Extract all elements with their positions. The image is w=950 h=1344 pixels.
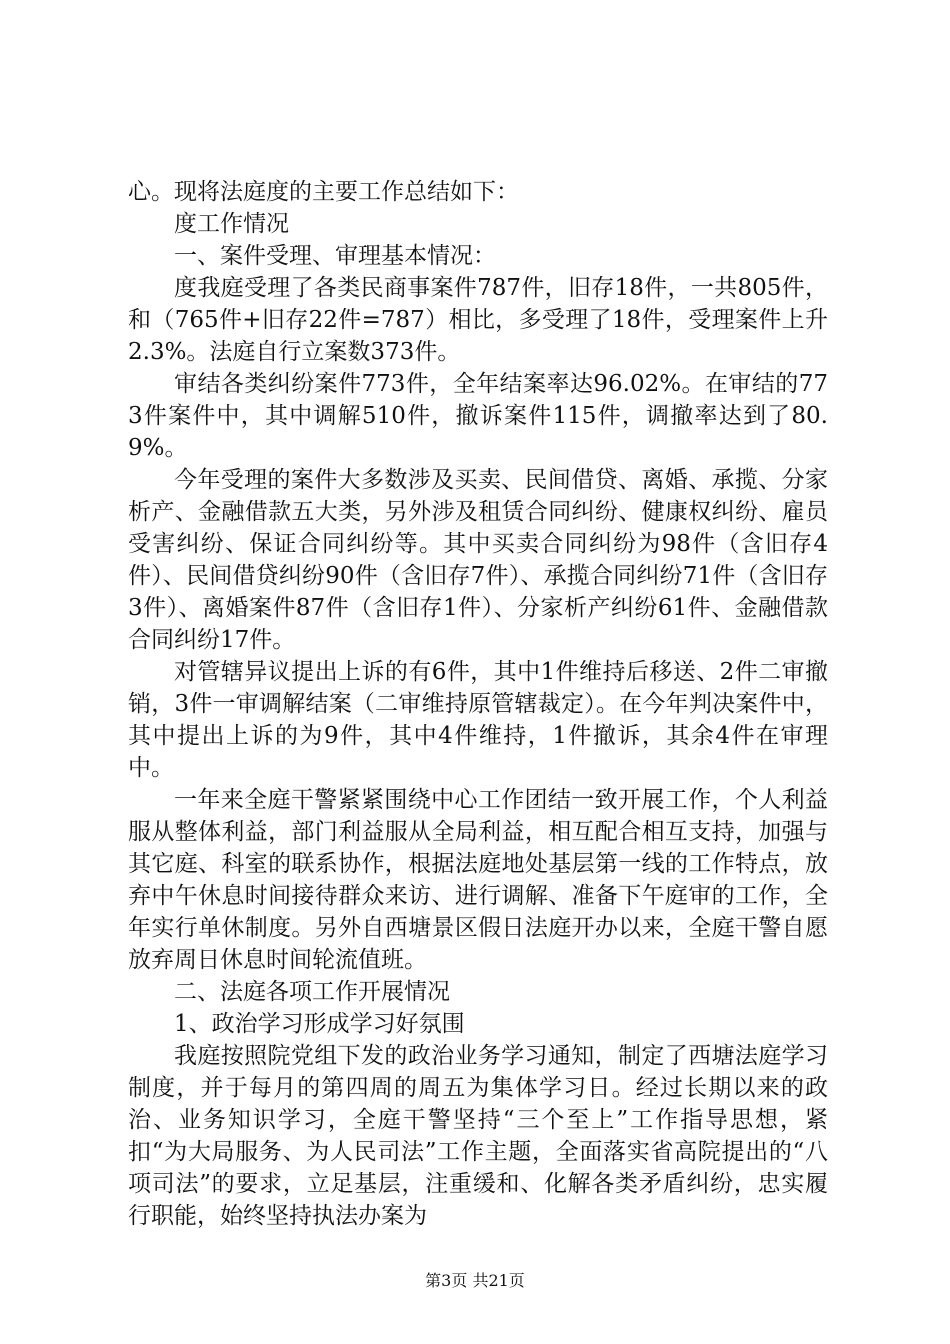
- page-number-footer: 第3页 共21页: [425, 1271, 525, 1290]
- document-body: [128, 176, 828, 1232]
- paragraph: 我庭按照院党组下发的政治业务学习通知，制定了西塘法庭学习制度，并于每月的第四周的周五为集体学习日。经过长期以来的政治、业务知识学习，全庭干警坚持“三个至上”工作指导思想，紧扣“为大局服务、为人民司法”工作主题，全面落实省高院提出的“八项司法”的要求，立足基层，注重缓和、化解各类矛盾纠纷，忠实履行职能，始终坚持执法办案为: [128, 1043, 828, 1229]
- paragraph: 度我庭受理了各类民商事案件787件，旧存18件，一共805件，和（765件+旧存22件=787）相比，多受理了18件，受理案件上升2.3%。法庭自行立案数373件。: [128, 275, 828, 365]
- section-heading: 度工作情况: [174, 211, 289, 237]
- section-heading: 二、法庭各项工作开展情况: [174, 979, 450, 1005]
- section-heading: 1、政治学习形成学习好氛围: [174, 1011, 465, 1037]
- paragraph: 今年受理的案件大多数涉及买卖、民间借贷、离婚、承揽、分家析产、金融借款五大类，另外涉及租赁合同纠纷、健康权纠纷、雇员受害纠纷、保证合同纠纷等。其中买卖合同纠纷为98件（含旧存4件）、民间借贷纠纷90件（含旧存7件）、承揽合同纠纷71件（含旧存3件）、离婚案件87件（含旧存1件）、分家析产纠纷61件、金融借款合同纠纷17件。: [128, 467, 828, 653]
- paragraph: 对管辖异议提出上诉的有6件，其中1件维持后移送、2件二审撤销，3件一审调解结案（二审维持原管辖裁定）。在今年判决案件中，其中提出上诉的为9件，其中4件维持，1件撤诉，其余4件在审理中。: [128, 659, 828, 781]
- paragraph: 审结各类纠纷案件773件，全年结案率达96.02%。在审结的773件案件中，其中调解510件，撤诉案件115件，调撤率达到了80.9%。: [128, 371, 828, 461]
- paragraph: 心。现将法庭度的主要工作总结如下：: [128, 179, 519, 205]
- section-heading: 一、案件受理、审理基本情况：: [174, 243, 496, 269]
- paragraph: 一年来全庭干警紧紧围绕中心工作团结一致开展工作，个人利益服从整体利益，部门利益服从全局利益，相互配合相互支持，加强与其它庭、科室的联系协作，根据法庭地处基层第一线的工作特点，放弃中午休息时间接待群众来访、进行调解、准备下午庭审的工作，全年实行单休制度。另外自西塘景区假日法庭开办以来，全庭干警自愿放弃周日休息时间轮流值班。: [128, 787, 828, 973]
